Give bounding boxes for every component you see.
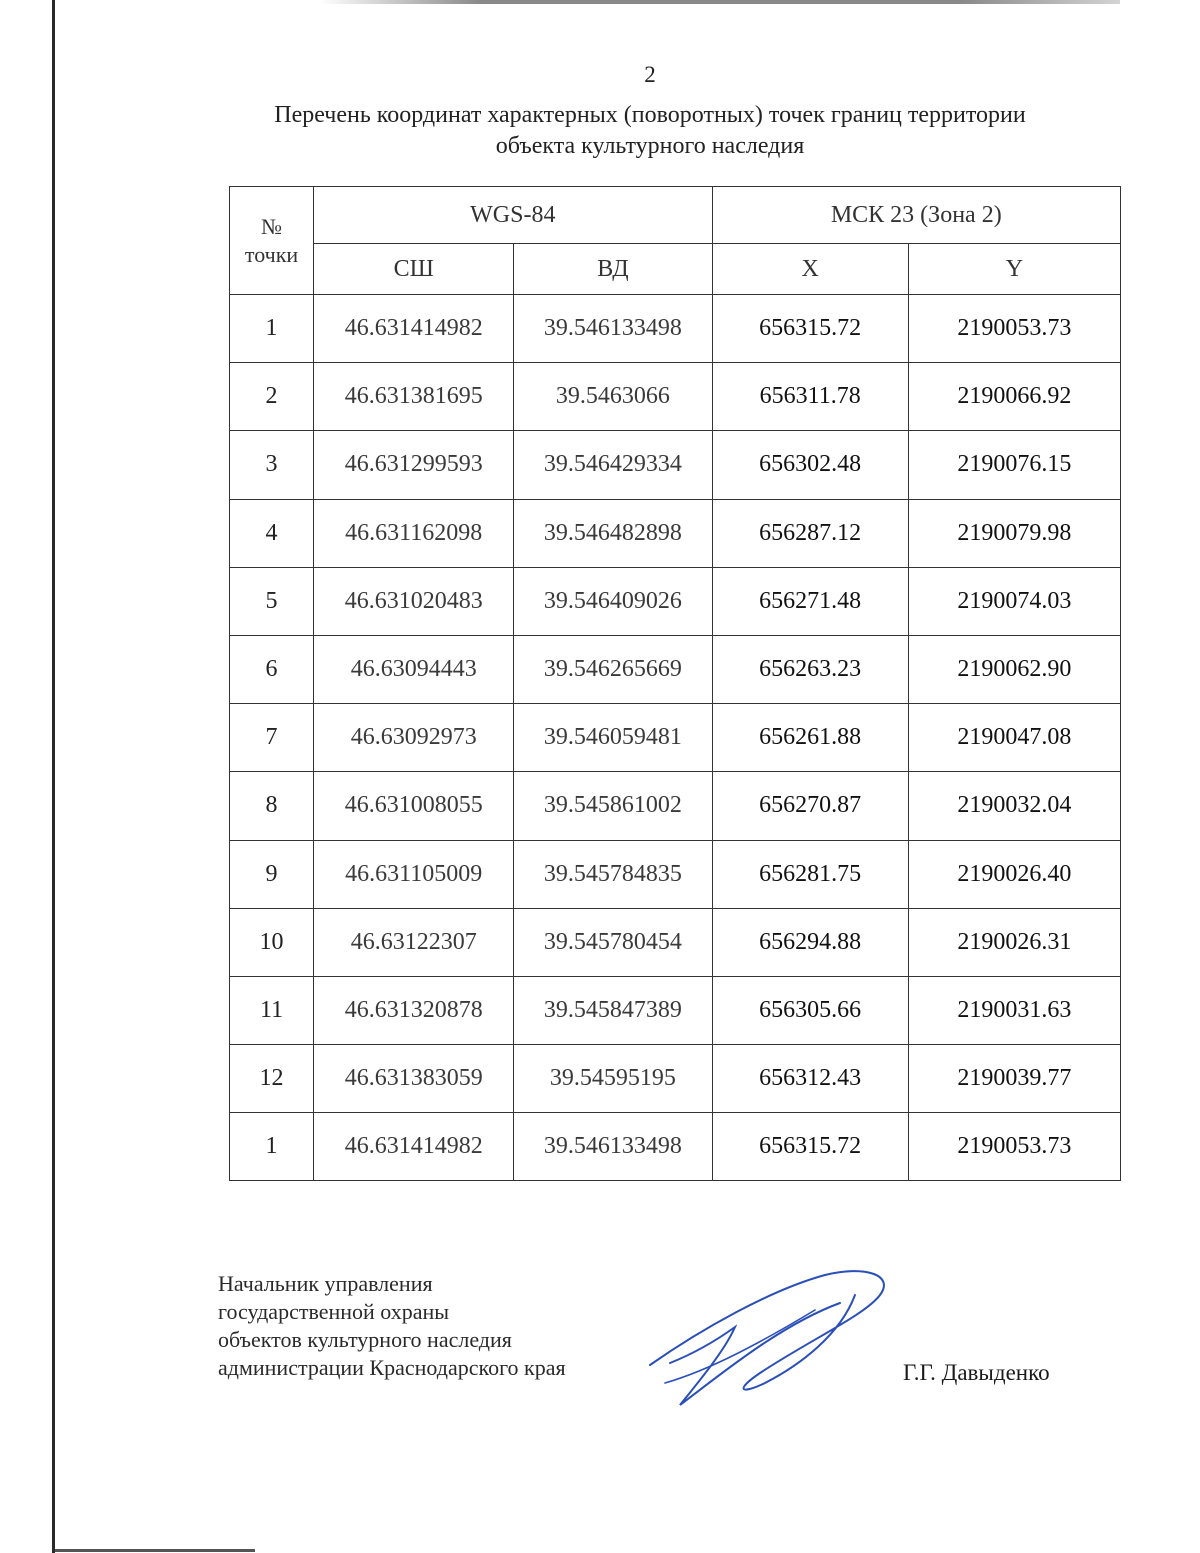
cell-x: 656287.12 — [712, 499, 908, 567]
table-row — [230, 1113, 1121, 1181]
header-x: X — [712, 244, 908, 295]
cell-x: 656315.72 — [712, 295, 908, 363]
page-number: 2 — [644, 62, 656, 87]
cell-point-number: 10 — [230, 908, 314, 976]
cell-latitude: 46.63094443 — [314, 635, 514, 703]
cell-x: 656305.66 — [712, 976, 908, 1044]
cell-y: 2190026.40 — [908, 840, 1120, 908]
header-longitude: ВД — [514, 244, 712, 295]
cell-y: 2190053.73 — [908, 1113, 1120, 1181]
scan-bottom-edge — [55, 1549, 255, 1552]
position-line-2: государственной охраны — [218, 1299, 450, 1324]
cell-x: 656263.23 — [712, 635, 908, 703]
table-row — [230, 976, 1121, 1044]
cell-longitude: 39.546133498 — [514, 295, 712, 363]
cell-point-number: 5 — [230, 567, 314, 635]
cell-point-number: 1 — [230, 295, 314, 363]
cell-longitude: 39.546265669 — [514, 635, 712, 703]
cell-y: 2190032.04 — [908, 772, 1120, 840]
cell-latitude: 46.63122307 — [314, 908, 514, 976]
signature-stroke — [665, 1310, 815, 1383]
cell-point-number: 1 — [230, 1113, 314, 1181]
header-no-symbol: № — [261, 213, 283, 239]
signer-position — [218, 1270, 566, 1382]
cell-latitude: 46.631299593 — [314, 431, 514, 499]
cell-x: 656281.75 — [712, 840, 908, 908]
cell-point-number: 9 — [230, 840, 314, 908]
header-point-number — [230, 187, 314, 295]
cell-latitude: 46.631162098 — [314, 499, 514, 567]
table-row — [230, 295, 1121, 363]
cell-x: 656311.78 — [712, 363, 908, 431]
cell-longitude: 39.545861002 — [514, 772, 712, 840]
table-row — [230, 1045, 1121, 1113]
table-row — [230, 363, 1121, 431]
cell-longitude: 39.545780454 — [514, 908, 712, 976]
header-group-wgs84: WGS-84 — [314, 187, 712, 244]
cell-y: 2190074.03 — [908, 567, 1120, 635]
cell-longitude: 39.546133498 — [514, 1113, 712, 1181]
table-row — [230, 908, 1121, 976]
cell-y: 2190066.92 — [908, 363, 1120, 431]
cell-y: 2190076.15 — [908, 431, 1120, 499]
cell-x: 656271.48 — [712, 567, 908, 635]
cell-latitude: 46.63092973 — [314, 704, 514, 772]
title-line-2: объекта культурного наследия — [495, 133, 805, 159]
cell-point-number: 8 — [230, 772, 314, 840]
cell-latitude: 46.631320878 — [314, 976, 514, 1044]
cell-latitude: 46.631414982 — [314, 1113, 514, 1181]
cell-longitude: 39.546482898 — [514, 499, 712, 567]
table-header-row-groups — [230, 187, 1121, 244]
table-header-row-columns — [230, 244, 1121, 295]
table-row — [230, 499, 1121, 567]
cell-latitude: 46.631020483 — [314, 567, 514, 635]
position-line-3: объектов культурного наследия — [218, 1327, 512, 1352]
title-line-1: Перечень координат характерных (поворотных) точек границ территории — [274, 102, 1026, 128]
cell-longitude: 39.545784835 — [514, 840, 712, 908]
signer-name: Г.Г. Давыденко — [903, 1360, 1050, 1385]
table-body — [230, 295, 1121, 1181]
cell-y: 2190031.63 — [908, 976, 1120, 1044]
cell-longitude: 39.545847389 — [514, 976, 712, 1044]
table-row — [230, 840, 1121, 908]
cell-latitude: 46.631381695 — [314, 363, 514, 431]
cell-y: 2190062.90 — [908, 635, 1120, 703]
document-title — [200, 100, 1100, 162]
cell-longitude: 39.546409026 — [514, 567, 712, 635]
scan-left-edge — [52, 0, 55, 1553]
cell-y: 2190039.77 — [908, 1045, 1120, 1113]
cell-longitude: 39.546429334 — [514, 431, 712, 499]
table-row — [230, 635, 1121, 703]
cell-y: 2190026.31 — [908, 908, 1120, 976]
header-latitude: СШ — [314, 244, 514, 295]
coordinates-table — [229, 186, 1121, 1181]
position-line-4: администрации Краснодарского края — [218, 1355, 566, 1380]
header-group-msk23: МСК 23 (Зона 2) — [712, 187, 1120, 244]
cell-point-number: 2 — [230, 363, 314, 431]
position-line-1: Начальник управления — [218, 1271, 433, 1296]
table-row — [230, 567, 1121, 635]
table-row — [230, 431, 1121, 499]
cell-longitude: 39.54595195 — [514, 1045, 712, 1113]
cell-y: 2190053.73 — [908, 295, 1120, 363]
cell-point-number: 11 — [230, 976, 314, 1044]
header-no-word: точки — [244, 241, 299, 267]
cell-latitude: 46.631414982 — [314, 295, 514, 363]
cell-point-number: 3 — [230, 431, 314, 499]
cell-point-number: 4 — [230, 499, 314, 567]
table-row — [230, 704, 1121, 772]
cell-latitude: 46.631383059 — [314, 1045, 514, 1113]
cell-x: 656312.43 — [712, 1045, 908, 1113]
cell-x: 656270.87 — [712, 772, 908, 840]
cell-point-number: 7 — [230, 704, 314, 772]
cell-point-number: 12 — [230, 1045, 314, 1113]
cell-point-number: 6 — [230, 635, 314, 703]
cell-x: 656261.88 — [712, 704, 908, 772]
cell-latitude: 46.631008055 — [314, 772, 514, 840]
cell-longitude: 39.5463066 — [514, 363, 712, 431]
cell-x: 656302.48 — [712, 431, 908, 499]
scan-top-edge — [320, 0, 1120, 4]
signature-stroke — [670, 1303, 840, 1405]
cell-latitude: 46.631105009 — [314, 840, 514, 908]
signature-stroke — [650, 1271, 884, 1390]
cell-longitude: 39.546059481 — [514, 704, 712, 772]
cell-x: 656315.72 — [712, 1113, 908, 1181]
table-row — [230, 772, 1121, 840]
handwritten-signature — [640, 1255, 920, 1415]
cell-x: 656294.88 — [712, 908, 908, 976]
header-y: Y — [908, 244, 1120, 295]
cell-y: 2190079.98 — [908, 499, 1120, 567]
cell-y: 2190047.08 — [908, 704, 1120, 772]
